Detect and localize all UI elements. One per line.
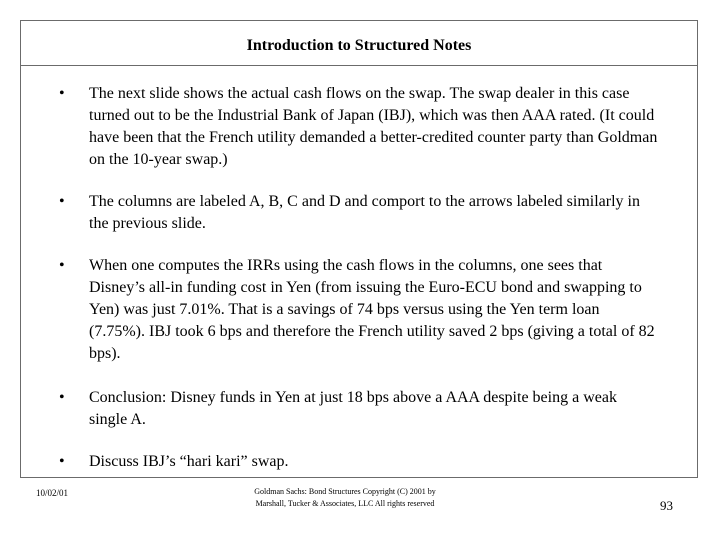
title-divider xyxy=(21,65,697,66)
bullet-symbol: • xyxy=(59,389,65,406)
bullet-symbol: • xyxy=(59,85,65,102)
bullet-symbol: • xyxy=(59,257,65,274)
footer-date: 10/02/01 xyxy=(36,488,69,498)
bullet-text: Conclusion: Disney funds in Yen at just 18 bps above a AAA despite being a weak single A. xyxy=(89,389,617,428)
bullet-symbol: • xyxy=(59,193,65,210)
slide-title: Introduction to Structured Notes xyxy=(246,37,472,54)
bullet-text: Discuss IBJ’s “hari kari” swap. xyxy=(89,453,289,470)
slide-frame xyxy=(20,20,698,478)
bullet-text: The next slide shows the actual cash flows on the swap. The swap dealer in this case turned out to be the Industrial Bank of Japan (IBJ), which was then AAA rated. (It could have been that the French utility demanded a better-credited counter party than Goldman on the 10-year swap.) xyxy=(89,85,658,168)
bullet-text: The columns are labeled A, B, C and D and comport to the arrows labeled similarly in the previous slide. xyxy=(89,193,640,232)
bullet-symbol: • xyxy=(59,453,65,470)
page-number: 93 xyxy=(660,498,673,513)
bullet-text: When one computes the IRRs using the cash flows in the columns, one sees that Disney’s all-in funding cost in Yen (from issuing the Euro-ECU bond and swapping to Yen) was just 7.01%. That is a savings of 74 bps versus using the Yen term loan (7.75%). IBJ took 6 bps and therefore the French utility saved 2 bps (giving a total of 82 bps). xyxy=(89,257,655,362)
footer-copyright: Goldman Sachs: Bond Structures Copyright (C) 2001 by Marshall, Tucker & Associates, LLC All rights reserved xyxy=(254,487,436,508)
